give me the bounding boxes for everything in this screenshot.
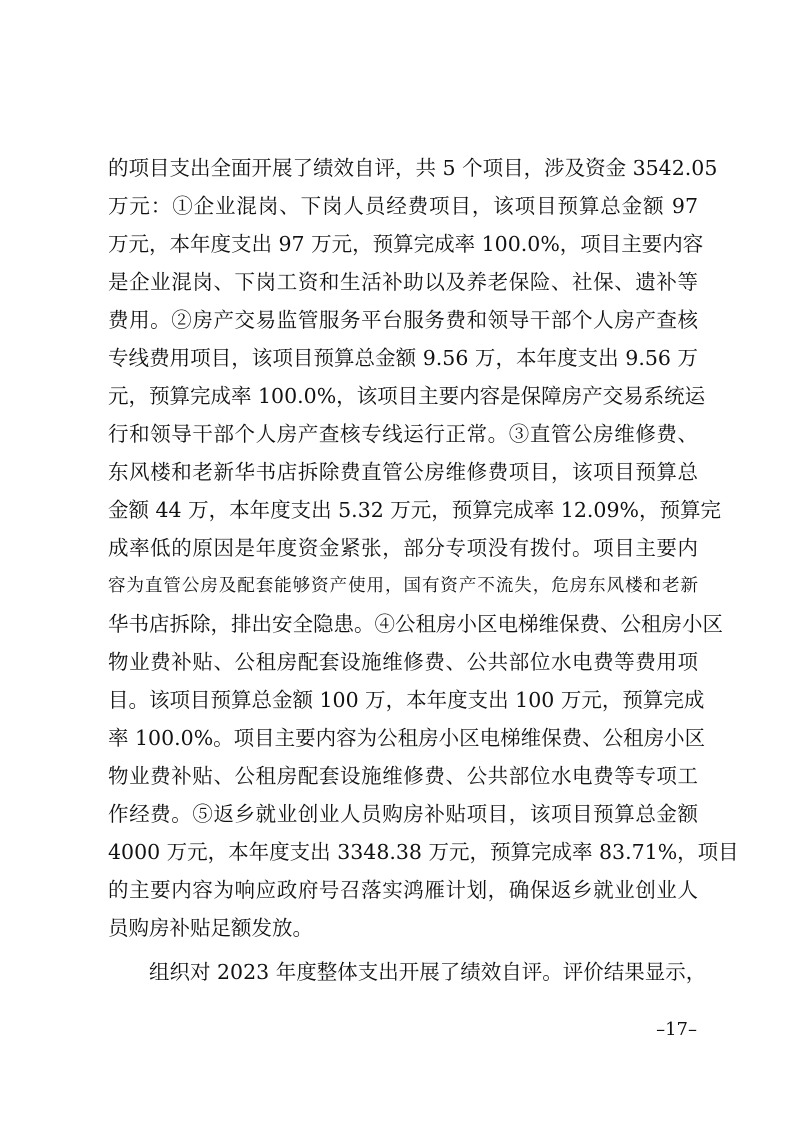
- text-line: 的项目支出全面开展了绩效自评，共 5 个项目，涉及资金 3542.05: [108, 156, 718, 180]
- text-line: 费用。②房产交易监管服务平台服务费和领导干部个人房产查核: [108, 308, 698, 332]
- text-line: 是企业混岗、下岗工资和生活补助以及养老保险、社保、遗补等: [108, 270, 698, 294]
- text-line: 专线费用项目，该项目预算总金额 9.56 万，本年度支出 9.56 万: [108, 346, 698, 370]
- text-line: 成率低的原因是年度资金紧张，部分专项没有拨付。项目主要内: [108, 536, 698, 560]
- text-line: 金额 44 万，本年度支出 5.32 万元，预算完成率 12.09%，预算完: [108, 498, 721, 522]
- text-line: 率 100.0%。项目主要内容为公租房小区电梯维保费、公租房小区: [108, 726, 706, 750]
- text-line: 作经费。⑤返乡就业创业人员购房补贴项目，该项目预算总金额: [108, 802, 698, 826]
- text-line: 的主要内容为响应政府号召落实鸿雁计划，确保返乡就业创业人: [108, 878, 698, 902]
- text-line: 华书店拆除，排出安全隐患。④公租房小区电梯维保费、公租房小区: [108, 612, 723, 636]
- text-line: 物业费补贴、公租房配套设施维修费、公共部位水电费等专项工: [108, 764, 698, 788]
- text-line: 物业费补贴、公租房配套设施维修费、公共部位水电费等费用项: [108, 650, 698, 674]
- text-line: 容为直管公房及配套能够资产使用，国有资产不流失，危房东风楼和老新: [108, 576, 698, 596]
- text-line: 目。该项目预算总金额 100 万，本年度支出 100 万元，预算完成: [108, 688, 705, 712]
- page-number: –17–: [656, 1019, 697, 1040]
- text-line: 万元，本年度支出 97 万元，预算完成率 100.0%，项目主要内容: [108, 232, 704, 256]
- text-line: 元，预算完成率 100.0%，该项目主要内容是保障房产交易系统运: [108, 384, 706, 408]
- text-line: 员购房补贴足额发放。: [108, 916, 313, 940]
- text-line: 行和领导干部个人房产查核专线运行正常。③直管公房维修费、: [108, 422, 698, 446]
- text-line: 4000 万元，本年度支出 3348.38 万元，预算完成率 83.71%，项目: [108, 840, 739, 864]
- text-line: 万元：①企业混岗、下岗人员经费项目，该项目预算总金额 97: [108, 194, 698, 218]
- paragraph-first-line: 组织对 2023 年度整体支出开展了绩效自评。评价结果显示，: [149, 960, 707, 984]
- text-line: 东风楼和老新华书店拆除费直管公房维修费项目，该项目预算总: [108, 460, 698, 484]
